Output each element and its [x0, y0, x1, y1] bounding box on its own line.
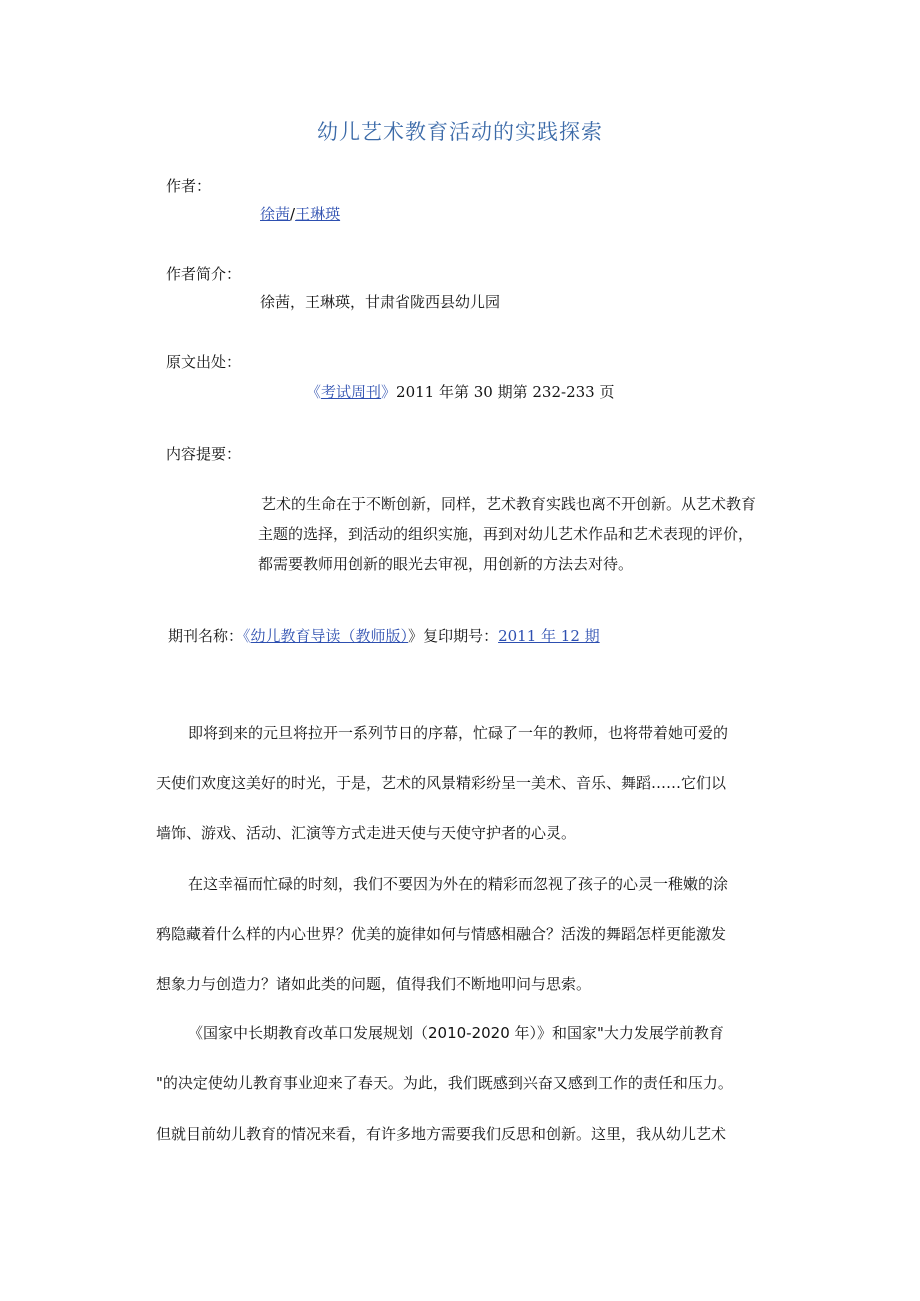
body-line: 鸦隐藏着什么样的内心世界？优美的旋律如何与情感相融合？活泼的舞蹈怎样更能激发 [156, 925, 727, 943]
journal-close-quote: 》 [408, 627, 424, 645]
body-line: 天使们欢度这美好的时光，于是，艺术的风景精彩纷呈一美术、音乐、舞蹈……它们以 [156, 774, 727, 792]
body-line: 在这幸福而忙碌的时刻，我们不要因为外在的精彩而忽视了孩子的心灵一稚嫩的涂 [188, 875, 729, 893]
article-title: 幼儿艺术教育活动的实践探索 [317, 120, 603, 144]
journal-open-quote: 《 [243, 627, 251, 645]
source-open-quote: 《 [306, 383, 322, 401]
body-line: 但就目前幼儿教育的情况来看，有许多地方需要我们反思和创新。这里，我从幼儿艺术 [156, 1125, 727, 1143]
source-line [306, 381, 614, 402]
source-detail: 2011 年第 30 期第 232-233 页 [396, 383, 615, 401]
body-line: 《国家中长期教育改革口发展规划（2010-2020 年）》和国家"大力发展学前教育 [188, 1024, 724, 1042]
journal-line [168, 625, 600, 646]
source-journal-link[interactable]: 考试周刊 [321, 383, 382, 401]
author-bio: 徐茜，王琳瑛，甘肃省陇西县幼儿园 [260, 293, 501, 311]
journal-name-link[interactable]: 幼儿教育导读（教师版） [250, 627, 409, 645]
source-close-quote: 》 [381, 383, 397, 401]
reprint-label: 复印期号： [423, 627, 499, 645]
source-label: 原文出处： [166, 353, 242, 371]
author-separator: / [290, 205, 296, 223]
reprint-issue-link[interactable]: 2011 年 12 期 [498, 627, 600, 645]
summary-text: 艺术的生命在于不断创新，同样，艺术教育实践也离不开创新。从艺术教育主题的选择，到活动的组织实施，再到对幼儿艺术作品和艺术表现的评价，都需要教师用创新的眼光去审视，用创新的方法去对待。 [258, 495, 757, 573]
bio-label: 作者简介： [166, 265, 242, 283]
body-line: 即将到来的元旦将拉开一系列节日的序幕，忙碌了一年的教师，也将带着她可爱的 [188, 724, 729, 742]
summary-label: 内容提要： [166, 445, 242, 463]
author-link-1[interactable]: 徐茜 [260, 205, 291, 223]
author-link-2[interactable]: 王琳瑛 [295, 205, 341, 223]
body-line: 想象力与创造力？诸如此类的问题，值得我们不断地叩问与思索。 [156, 975, 592, 993]
body-line: 墙饰、游戏、活动、汇演等方式走进天使与天使守护者的心灵。 [156, 824, 577, 842]
journal-label: 期刊名称： [168, 627, 244, 645]
author-label: 作者： [166, 177, 212, 195]
author-links [260, 203, 340, 224]
body-line: "的决定使幼儿教育事业迎来了春天。为此，我们既感到兴奋又感到工作的责任和压力。 [156, 1074, 733, 1092]
